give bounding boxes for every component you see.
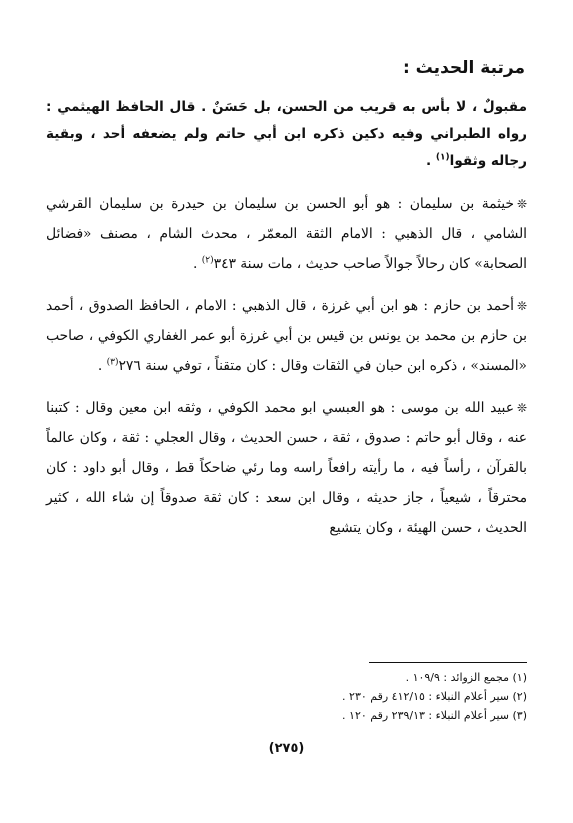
narrator-entry-ubaydullah [46, 393, 527, 543]
hadith-grading-paragraph [46, 94, 527, 175]
grading-text: مقبولٌ ، لا بأس به قريب من الحسن، بل حَسَنٌ . قال الحافظ الهيثمي : رواه الطبراني وفيه دكين ذكره ابن أبي حاتم ولم يضعفه أحد ، وبقية رجاله وثقوا [46, 99, 527, 169]
star-bullet-icon: ❊ [516, 197, 527, 211]
star-bullet-icon: ❊ [516, 299, 527, 313]
narrator-entry-khaythama: ❊خيثمة بن سليمان : هو أبو الحسن بن سليمان بن حيدرة بن سليمان القرشي الشامي ، قال الذهبي : الامام الثقة المعمّر ، محدث الشام ، مصنف «فضائل الصحابة» كان رحالاً جوالاً صاحب حديث ، مات سنة ٣٤٣$^{(٢)}$ . [46, 196, 527, 272]
footnote-item: (١) مجمع الزوائد : ١٠٩/٩ . [405, 671, 527, 684]
footnote-divider [369, 662, 527, 663]
footnote-ref-1[interactable]: (١) [435, 152, 450, 163]
narrator-entry-ahmad-hazim: ❊أحمد بن حازم : هو ابن أبي غرزة ، قال الذهبي : الامام ، الحافظ الصدوق ، أحمد بن حازم بن محمد بن يونس بن قيس بن أبي غرزة أبو عمر الغفاري الكوفي ، صاحب «المسند» ، ذكره ابن حبان في الثقات وقال : كان متقناً ، توفي سنة ٢٧٦$^{(٣)}$ . [46, 298, 527, 374]
narrator-text: عبيد الله بن موسى : هو العبسي ابو محمد الكوفي ، وثقه ابن معين وقال : كتبنا عنه ، وقال أبو حاتم : صدوق ، ثقة ، حسن الحديث ، وقال العجلي : ثقة ، وكان عالماً بالقرآن ، رأساً فيه ، ما رأيته رافعاً راسه وما رئي ضاحكاً قط ، وقال أبو داود : كان محترقاً ، شيعياً ، جاز حديثه ، وقال ابن سعد : كان ثقة صدوقاً إن شاء الله ، كثير الحديث ، حسن الهيئة ، وكان يتشيع [46, 400, 527, 536]
star-bullet-icon: ❊ [516, 401, 527, 415]
footnotes-list [46, 668, 527, 725]
footnote-item: (٢) سير أعلام النبلاء : ٤١٢/١٥ رقم ٢٣٠ . [342, 690, 527, 703]
section-heading: مرتبة الحديث : [402, 58, 525, 78]
narrator-text: أحمد بن حازم : هو ابن أبي غرزة ، قال الذهبي : الامام ، الحافظ الصدوق ، أحمد بن حازم بن محمد بن يونس بن قيس بن أبي غرزة أبو عمر الغفاري الكوفي ، صاحب «المسند» ، ذكره ابن حبان في الثقات وقال : كان متقناً ، توفي سنة ٢٧٦ [46, 298, 527, 374]
footnote-ref-3[interactable]: (٣) [106, 357, 119, 368]
grading-end: . [426, 153, 436, 169]
narrator-text: خيثمة بن سليمان : هو أبو الحسن بن سليمان بن حيدرة بن سليمان القرشي الشامي ، قال الذهبي : الامام الثقة المعمّر ، محدث الشام ، مصنف «فضائل الصحابة» كان رحالاً جوالاً صاحب حديث ، مات سنة ٣٤٣ [46, 196, 527, 272]
footnote-ref-2[interactable]: (٢) [201, 255, 214, 266]
footnote-item: (٣) سير أعلام النبلاء : ٢٣٩/١٣ رقم ١٢٠ . [342, 709, 527, 722]
page-number: (٢٧٥) [268, 741, 305, 756]
